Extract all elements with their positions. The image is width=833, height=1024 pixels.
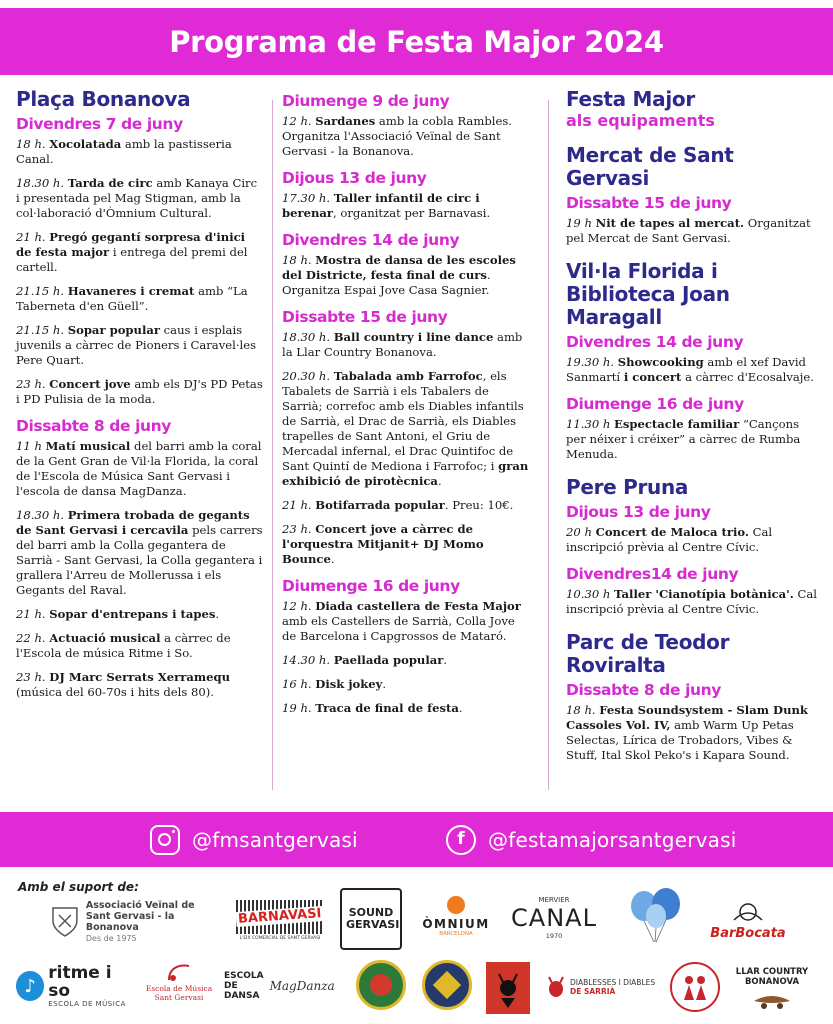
event-details: amb Kanaya Circ i presentada pel Mag Stigman, amb la col·laboració d'Òmnium Cultural. (16, 176, 258, 220)
barnavasi-logo (234, 894, 326, 946)
event-details: a càrrec de l'Escola de música Ritme i So. (16, 631, 231, 660)
event-details: amb la Llar Country Bonanova. (282, 330, 523, 359)
support-label: Amb el suport de: (18, 880, 139, 894)
event-details: Organitzat pel Mercat de Sant Gervasi. (566, 216, 811, 245)
canal-year: 1970 (545, 932, 563, 940)
event-item (16, 670, 264, 700)
event-item (282, 677, 532, 692)
day-heading: Divendres14 de juny (566, 565, 739, 583)
column-equipaments (566, 88, 820, 772)
event-title: Paellada popular (333, 653, 444, 667)
omnium-text: ÒMNIUM (422, 916, 490, 931)
day-heading: Dissabte 15 de juny (566, 194, 732, 212)
devil-icon (493, 968, 523, 1008)
event-title: i concert (623, 370, 682, 384)
event-details: caus i esplais juvenils a càrrec de Pioners i Caravel·les Pere Quart. (16, 323, 257, 367)
event-item (282, 369, 532, 489)
event-title: Pregó gegantí sorpresa d'inici de festa major (16, 230, 246, 259)
event-item (282, 599, 532, 644)
event-item (16, 607, 264, 622)
avsg-logo (50, 898, 230, 946)
instagram-link[interactable] (150, 825, 358, 855)
event-title: Actuació musical (49, 631, 161, 645)
event-time: 22 h. (16, 631, 46, 645)
header-banner (0, 8, 833, 75)
event-title: Xocolatada (49, 137, 122, 151)
llarcountry-text: BONANOVA (744, 977, 800, 987)
section-subheading: als equipaments (566, 111, 715, 130)
venue-list (566, 144, 820, 763)
event-item (282, 253, 532, 298)
soundgervasi-text: SOUND GERVASI (346, 906, 400, 931)
event-time: 18.30 h. (16, 508, 65, 522)
day-heading: Diumenge 16 de juny (282, 577, 460, 595)
day-heading: Diumenge 16 de juny (566, 395, 744, 413)
avsg-text: Des de 1975 (85, 934, 137, 943)
event-time: 10.30 h (566, 587, 611, 601)
omnium-symbol-icon (447, 896, 465, 914)
event-details: . (330, 552, 335, 566)
magdanza-logo (224, 964, 336, 1008)
venue-days (566, 333, 820, 462)
event-title: Taller 'Cianotípia botànica'. (614, 587, 794, 601)
venue-title: Pere Pruna (566, 475, 689, 499)
event-details: , organitzat per Barnavasi. (333, 206, 491, 220)
event-title: Havaneres i cremat (67, 284, 195, 298)
event-details: . Preu: 10€. (444, 498, 514, 512)
event-item (16, 284, 264, 314)
event-title: DJ Marc Serrats Xerramequ (49, 670, 231, 684)
day-heading: Dissabte 15 de juny (282, 308, 448, 326)
magdanza-script: MagDanza (269, 979, 335, 993)
event-item (566, 355, 820, 385)
day-heading: Divendres 14 de juny (282, 231, 460, 249)
canal-top-text: MERVIER (538, 896, 570, 904)
event-details: amb la cobla Rambles. Organitza l'Associació Veïnal de Sant Gervasi - la Bonanova. (282, 114, 512, 158)
instagram-icon (150, 825, 180, 855)
event-details: . (443, 653, 448, 667)
event-item (16, 631, 264, 661)
column-placa-bonanova (16, 88, 264, 709)
event-item (282, 498, 532, 513)
ritmeiso-text: ritme i so (48, 963, 112, 1001)
event-title: gran exhibició de pirotècnica (282, 459, 529, 488)
chef-icon (728, 900, 768, 926)
colla-logo (422, 960, 472, 1010)
event-details: . Organitza Espai Jove Casa Sagnier. (282, 268, 491, 297)
event-time: 23 h. (282, 522, 312, 536)
event-item (566, 587, 820, 617)
event-item (566, 703, 820, 763)
event-item (16, 439, 264, 499)
shield-icon (50, 905, 80, 939)
canal-logo (508, 890, 600, 946)
event-item (282, 522, 532, 567)
day-list (282, 92, 532, 716)
event-item (282, 330, 532, 360)
event-title: Sardanes (315, 114, 376, 128)
event-time: 18 h. (566, 703, 596, 717)
giants-icon (678, 970, 712, 1004)
event-item (282, 653, 532, 668)
emsg-text: Sant Gervasi (154, 993, 204, 1002)
avsg-text: Associació Veïnal de (85, 900, 195, 911)
event-item (16, 508, 264, 598)
soundgervasi-logo (340, 888, 402, 950)
event-title: Concert jove (49, 377, 131, 391)
balloons-icon (626, 886, 686, 948)
event-title: Diada castellera de Festa Major (315, 599, 521, 613)
event-details: . (382, 677, 387, 691)
event-details: (música del 60-70s i hits dels 80). (16, 685, 214, 699)
event-time: 11 h (16, 439, 42, 453)
event-details: “Cançons per néixer i créixer” a càrrec de Rumba Menuda. (566, 417, 801, 461)
column-divider (272, 100, 273, 790)
day-heading: Dijous 13 de juny (566, 503, 711, 521)
avsg-text: Sant Gervasi - la Bonanova (85, 911, 175, 933)
day-heading: Divendres 7 de juny (16, 115, 183, 133)
facebook-icon: f (446, 825, 476, 855)
event-time: 18.30 h. (16, 176, 65, 190)
event-time: 14.30 h. (282, 653, 331, 667)
castellers-logo (356, 960, 406, 1010)
event-details: amb la pastisseria Canal. (16, 137, 232, 166)
facebook-handle: @festamajorsantgervasi (488, 828, 737, 852)
event-details: . (215, 607, 220, 621)
event-details: i entrega del premi del cartell. (16, 245, 248, 274)
event-title: Sopar popular (67, 323, 160, 337)
balloons-logo (626, 886, 686, 948)
venue-days (566, 194, 820, 246)
event-details: amb els Castellers de Sarrià, Colla Jove de Barcelona i Capgrossos de Mataró. (282, 614, 515, 643)
event-title: Concert de Maloca trio. (595, 525, 749, 539)
ritmeiso-sub: ESCOLA DE MÚSICA (48, 1000, 126, 1008)
event-time: 19 h (566, 216, 592, 230)
diables-infantils-logo (486, 962, 530, 1014)
instagram-handle: @fmsantgervasi (192, 828, 358, 852)
ritmeiso-logo (16, 963, 134, 1008)
emsg-logo (144, 958, 214, 1006)
event-item (282, 701, 532, 716)
emsg-text: Escola de Música (145, 984, 213, 993)
event-title: Traca de final de festa (315, 701, 459, 715)
event-details: del barri amb la coral de la Gent Gran de Vil·la Florida, la coral de l'Escola de Música Sant Gervasi i l'escola de dansa MagDanza. (16, 439, 262, 498)
event-details: , els Tabalets de Sarrià i els Tabalers de Sarrià; correfoc amb els Diables infantils de Sarrià, el Drac de Sarrià, els Diables trapelles de Sant Antoni, el Griu de Mercadal infernal, el Drac Quintifoc de Sant Quintí de Mediona i Farrofoc; i (282, 369, 524, 473)
section-heading: Festa Major (566, 87, 695, 111)
day-heading: Dijous 13 de juny (282, 169, 427, 187)
event-time: 20.30 h. (282, 369, 331, 383)
event-title: Festa Soundsystem - Slam Dunk Cassoles Vol. IV, (566, 703, 808, 732)
diablesses-text: DIABLESSES I DIABLES (570, 978, 656, 987)
event-title: Nit de tapes al mercat. (595, 216, 745, 230)
event-details: . (437, 474, 442, 488)
llarcountry-logo (730, 962, 814, 1014)
event-details: amb els DJ's PD Petas i PD Pulisia de la moda. (16, 377, 263, 406)
day-heading: Dissabte 8 de juny (16, 417, 171, 435)
event-details: . (458, 701, 463, 715)
venue-title: Mercat de Sant Gervasi (566, 143, 734, 190)
llarcountry-text: LLAR COUNTRY (735, 967, 809, 977)
venue-days (566, 681, 820, 763)
omnium-logo (416, 888, 496, 944)
event-item (16, 137, 264, 167)
event-title: Concert jove a càrrec de l'orquestra Mitjanit+ DJ Momo Bounce (282, 522, 484, 566)
event-item (16, 377, 264, 407)
diablesses-sub: DE SARRIÀ (570, 987, 616, 996)
event-title: Matí musical (45, 439, 131, 453)
page-title: Programa de Festa Major 2024 (169, 24, 664, 59)
event-details: amb “La Taberneta d'en Güell”. (16, 284, 248, 313)
event-details: pels carrers del barri amb la Colla gegantera de Sarrià - Sant Gervasi, la Colla gegantera i grallera l'Arreu de Mollerussa i els Gegants del Raval. (16, 523, 263, 597)
cowboy-icon (750, 987, 794, 1009)
barnavasi-text: BARNAVASI (237, 906, 323, 927)
event-time: 23 h. (16, 670, 46, 684)
event-time: 16 h. (282, 677, 312, 691)
event-item (16, 230, 264, 275)
event-item (282, 114, 532, 159)
event-item (16, 176, 264, 221)
event-time: 12 h. (282, 114, 312, 128)
event-title: Espectacle familiar (614, 417, 740, 431)
event-time: 11.30 h (566, 417, 611, 431)
event-title: Tarda de circ (67, 176, 153, 190)
event-time: 21 h. (282, 498, 312, 512)
barnavasi-sub: L'EIX COMERCIAL DE SANT GERVASI (239, 935, 321, 941)
column-divider (548, 100, 549, 790)
event-title: Taller infantil de circ i berenar (282, 191, 480, 220)
event-time: 18 h. (282, 253, 312, 267)
event-time: 18.30 h. (282, 330, 331, 344)
canal-text: CANAL (511, 904, 597, 932)
event-title: Botifarrada popular (315, 498, 445, 512)
devil-mask-icon (546, 974, 566, 1000)
event-details: amb el xef David Sanmartí (566, 355, 806, 384)
event-title: Primera trobada de gegants de Sant Gervasi i cercavila (16, 508, 250, 537)
event-time: 23 h. (16, 377, 46, 391)
day-heading: Dissabte 8 de juny (566, 681, 721, 699)
event-title: Disk jokey (315, 677, 383, 691)
event-item (566, 525, 820, 555)
day-heading: Divendres 14 de juny (566, 333, 744, 351)
event-title: Ball country i line dance (333, 330, 494, 344)
event-time: 21.15 h. (16, 323, 65, 337)
event-time: 18 h. (16, 137, 46, 151)
barbocata-logo (712, 892, 784, 948)
event-details: Cal inscripció prèvia al Centre Cívic. (566, 587, 817, 616)
social-bar (0, 812, 833, 867)
gegants-logo (670, 962, 720, 1012)
venue-title: Vil·la Florida i Biblioteca Joan Maragall (566, 259, 730, 329)
magdanza-text: DANSA (224, 991, 260, 1001)
event-title: Sopar d'entrepans i tapes (49, 607, 216, 621)
column-program-continued (282, 88, 532, 725)
barbocata-text: BarBocata (710, 925, 786, 941)
magdanza-text: ESCOLA (224, 971, 264, 981)
venue-days (566, 503, 820, 617)
venue-title: Parc de Teodor Roviralta (566, 630, 730, 677)
event-details: Cal inscripció prèvia al Centre Cívic. (566, 525, 773, 554)
event-title: Showcooking (617, 355, 704, 369)
event-time: 19 h. (282, 701, 312, 715)
event-time: 12 h. (282, 599, 312, 613)
event-item (566, 216, 820, 246)
event-item (282, 191, 532, 221)
event-details: a càrrec d'Ecosalvaje. (681, 370, 814, 384)
day-list (16, 115, 264, 700)
event-title: Tabalada amb Farrofoc (333, 369, 483, 383)
event-details: amb Warm Up Petas Selectas, Lírica de Trobadors, Vibes & Stuff, Ital Skol Peko's i Kapara Sound. (566, 718, 794, 762)
event-time: 21.15 h. (16, 284, 65, 298)
event-item (566, 417, 820, 462)
diablesses-logo (546, 966, 656, 1008)
event-time: 19.30 h. (566, 355, 615, 369)
venue-title: Plaça Bonanova (16, 87, 191, 111)
event-time: 20 h (566, 525, 592, 539)
event-title: Mostra de dansa de les escoles del Districte, festa final de curs (282, 253, 516, 282)
event-time: 21 h. (16, 607, 46, 621)
facebook-link[interactable] (446, 825, 737, 855)
event-item (16, 323, 264, 368)
event-time: 17.30 h. (282, 191, 331, 205)
music-note-icon: ♪ (16, 971, 44, 1001)
day-heading: Diumenge 9 de juny (282, 92, 450, 110)
magdanza-text: DE (224, 981, 238, 991)
omnium-sub: BARCELONA (439, 930, 473, 937)
music-school-icon (165, 962, 193, 984)
event-time: 21 h. (16, 230, 46, 244)
